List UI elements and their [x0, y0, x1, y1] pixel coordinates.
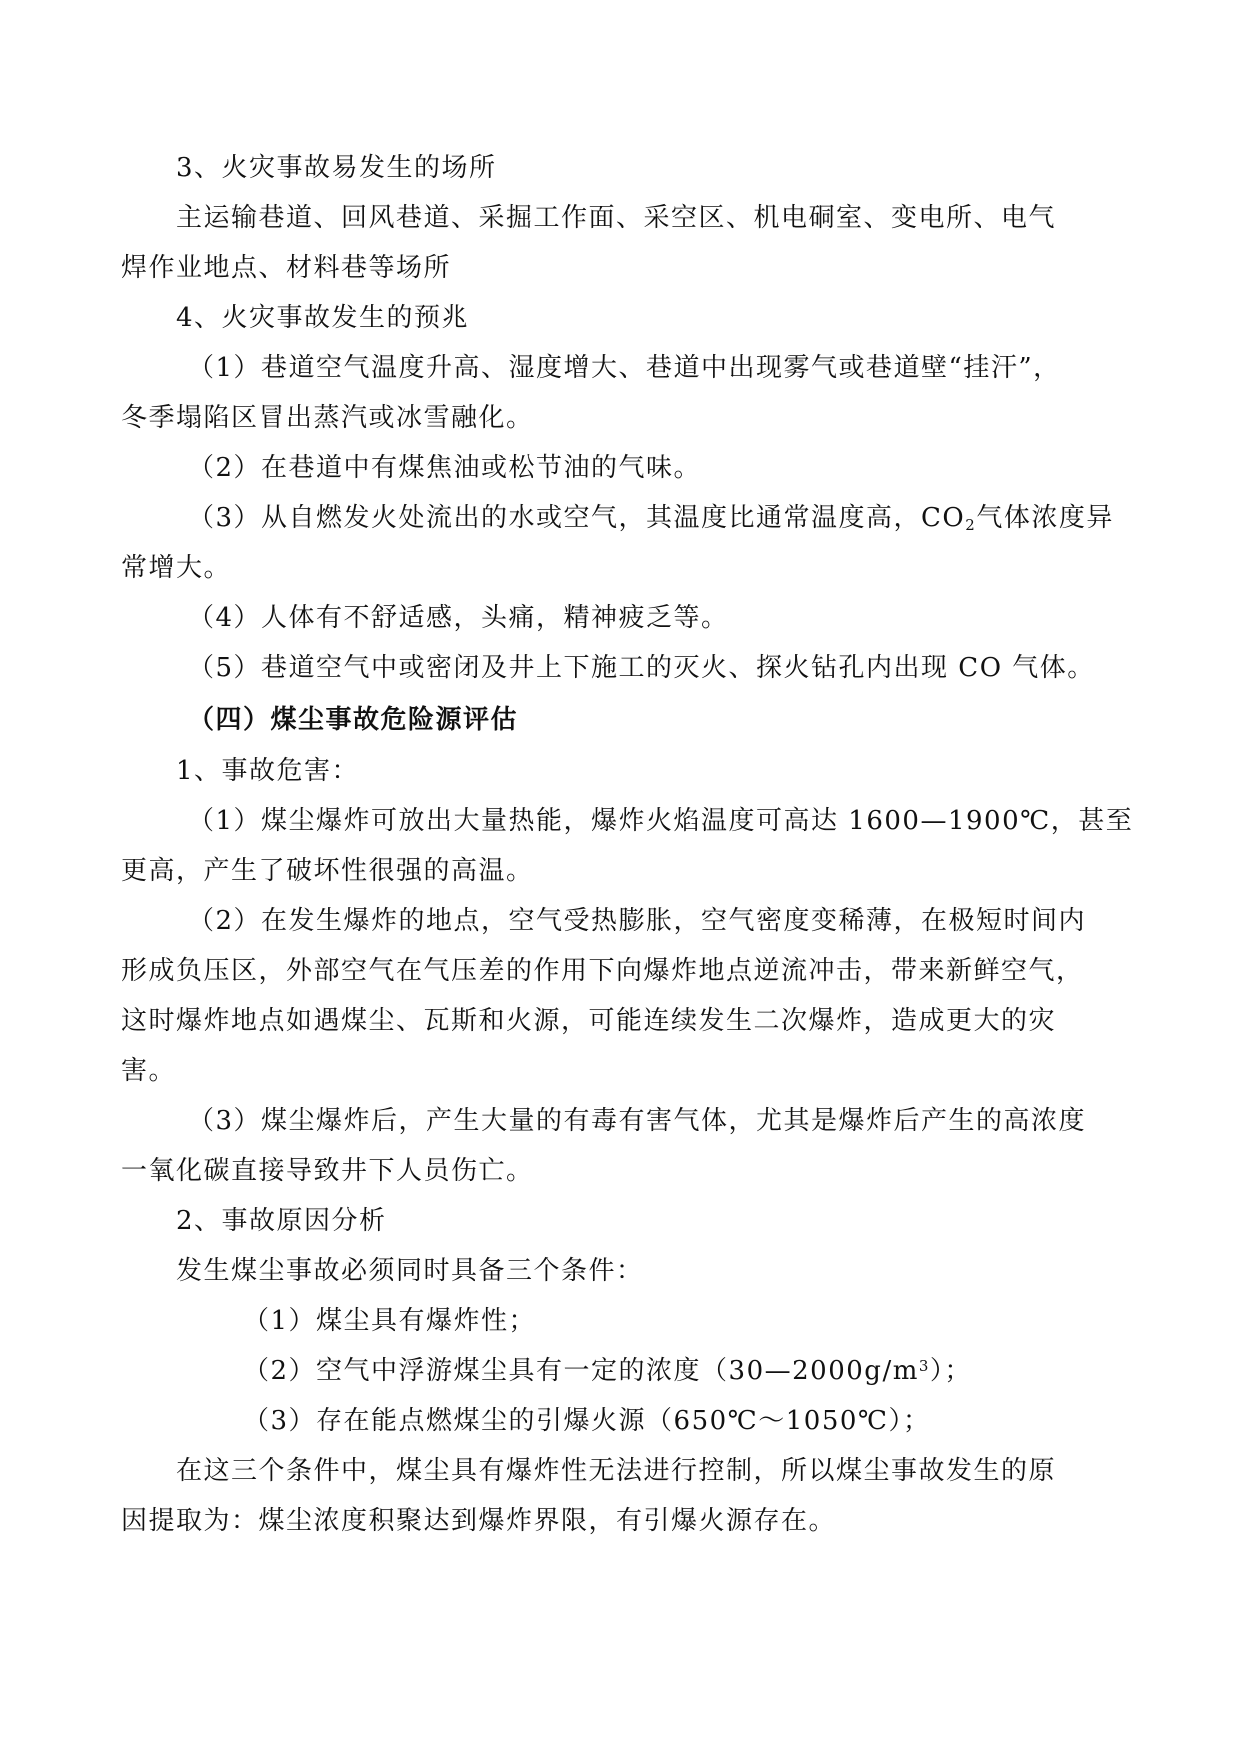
item-heading-fire-signs: 4、火灾事故发生的预兆 — [176, 303, 470, 333]
text-run: 气体浓度异 — [976, 503, 1114, 533]
item-heading-accident-harm: 1、事故危害： — [176, 756, 360, 786]
paragraph-line: 冬季塌陷区冒出蒸汽或冰雪融化。 — [121, 403, 534, 433]
text-run: （2）空气中浮游煤尘具有一定的浓度（30—2000g/m — [243, 1356, 919, 1386]
condition-line — [243, 1351, 972, 1391]
paragraph-line: （5）巷道空气中或密闭及井上下施工的灭火、探火钻孔内出现 CO 气体。 — [188, 653, 1095, 683]
paragraph-line: 更高，产生了破坏性很强的高温。 — [121, 856, 534, 886]
text-run: ）； — [929, 1356, 972, 1386]
paragraph-line: 因提取为：煤尘浓度积聚达到爆炸界限，有引爆火源存在。 — [121, 1506, 837, 1536]
paragraph-line: （1）巷道空气温度升高、湿度增大、巷道中出现雾气或巷道壁“挂汗”， — [188, 353, 1061, 383]
condition-line: （3）存在能点燃煤尘的引爆火源（650℃～1050℃）； — [243, 1406, 931, 1436]
paragraph-line: 主运输巷道、回风巷道、采掘工作面、采空区、机电硐室、变电所、电气 — [176, 203, 1057, 233]
paragraph-line: 一氧化碳直接导致井下人员伤亡。 — [121, 1156, 534, 1186]
paragraph-line: 发生煤尘事故必须同时具备三个条件： — [176, 1256, 644, 1286]
paragraph-line: （4）人体有不舒适感，头痛，精神疲乏等。 — [188, 603, 729, 633]
item-heading-fire-locations: 3、火灾事故易发生的场所 — [176, 153, 497, 183]
paragraph-line: （1）煤尘爆炸可放出大量热能，爆炸火焰温度可高达 1600—1900℃，甚至 — [188, 806, 1134, 836]
paragraph-line: 常增大。 — [121, 553, 232, 583]
superscript: 3 — [918, 1357, 930, 1375]
paragraph-line: （2）在巷道中有煤焦油或松节油的气味。 — [188, 453, 702, 483]
paragraph-line: （3）煤尘爆炸后，产生大量的有毒有害气体，尤其是爆炸后产生的高浓度 — [188, 1106, 1087, 1136]
paragraph-line — [188, 498, 1114, 538]
paragraph-line: 焊作业地点、材料巷等场所 — [121, 253, 452, 283]
section-heading-coal-dust: （四）煤尘事故危险源评估 — [188, 705, 519, 735]
paragraph-line: （2）在发生爆炸的地点，空气受热膨胀，空气密度变稀薄，在极短时间内 — [188, 906, 1087, 936]
paragraph-line: 在这三个条件中，煤尘具有爆炸性无法进行控制，所以煤尘事故发生的原 — [176, 1456, 1057, 1486]
paragraph-line: 害。 — [121, 1056, 177, 1086]
paragraph-line: 形成负压区，外部空气在气压差的作用下向爆炸地点逆流冲击，带来新鲜空气， — [121, 956, 1084, 986]
paragraph-line: 这时爆炸地点如遇煤尘、瓦斯和火源，可能连续发生二次爆炸，造成更大的灾 — [121, 1006, 1057, 1036]
text-run: （3）从自燃发火处流出的水或空气，其温度比通常温度高，CO — [188, 503, 966, 533]
item-heading-cause-analysis: 2、事故原因分析 — [176, 1206, 387, 1236]
condition-line: （1）煤尘具有爆炸性； — [243, 1306, 537, 1336]
subscript: 2 — [965, 516, 977, 534]
